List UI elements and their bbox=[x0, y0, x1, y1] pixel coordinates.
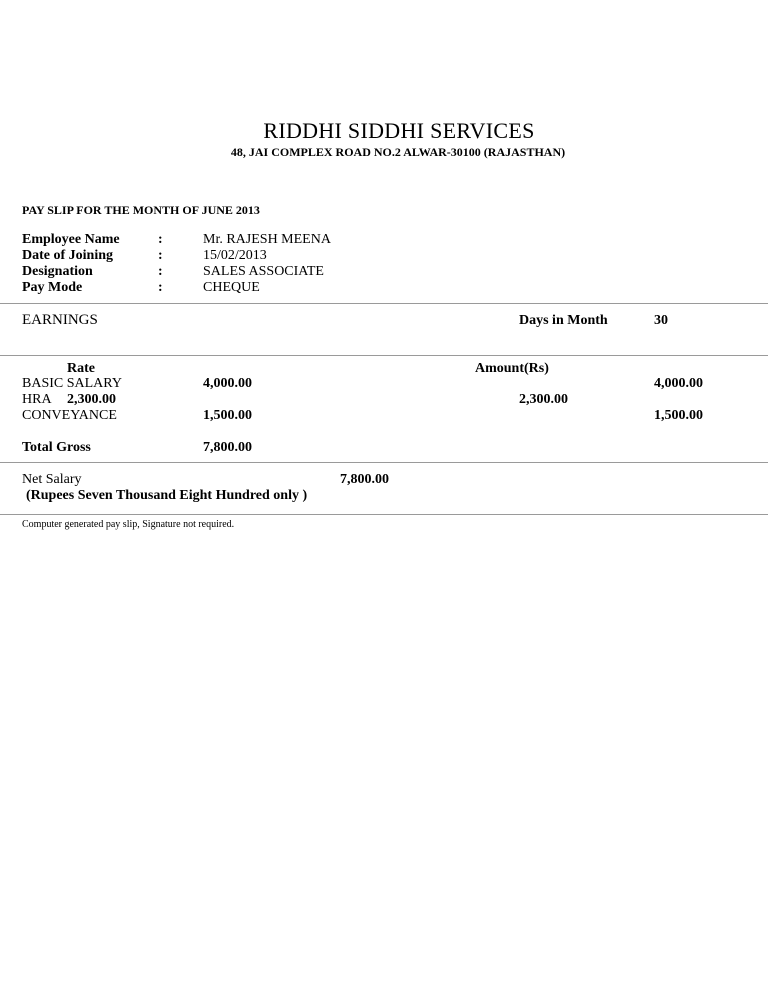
pay-mode-label: Pay Mode bbox=[22, 280, 83, 295]
designation-value: SALES ASSOCIATE bbox=[203, 264, 324, 279]
company-name: RIDDHI SIDDHI SERVICES bbox=[263, 118, 535, 143]
net-salary-value: 7,800.00 bbox=[340, 472, 389, 487]
employee-name-value: Mr. RAJESH MEENA bbox=[203, 232, 331, 247]
divider bbox=[0, 514, 768, 515]
pay-mode-colon: : bbox=[158, 280, 163, 295]
company-address: 48, JAI COMPLEX ROAD NO.2 ALWAR-30100 (RAJASTHAN) bbox=[230, 145, 566, 159]
net-salary-label: Net Salary bbox=[22, 472, 82, 487]
divider bbox=[0, 462, 768, 463]
pay-mode-value: CHEQUE bbox=[203, 280, 260, 295]
conveyance-amount: 1,500.00 bbox=[654, 408, 703, 423]
employee-name-label: Employee Name bbox=[22, 232, 120, 247]
basic-salary-amount: 4,000.00 bbox=[654, 376, 703, 391]
days-in-month-value: 30 bbox=[654, 313, 668, 328]
basic-salary-rate: 4,000.00 bbox=[203, 376, 252, 391]
date-of-joining-value: 15/02/2013 bbox=[203, 248, 267, 263]
total-gross-label: Total Gross bbox=[22, 440, 91, 455]
basic-salary-label: BASIC SALARY bbox=[22, 376, 122, 391]
net-salary-in-words: (Rupees Seven Thousand Eight Hundred only ) bbox=[26, 488, 308, 503]
hra-rate: 2,300.00 bbox=[67, 392, 116, 407]
total-gross-value: 7,800.00 bbox=[203, 440, 252, 455]
date-of-joining-colon: : bbox=[158, 248, 163, 263]
days-in-month-label: Days in Month bbox=[519, 313, 608, 328]
date-of-joining-label: Date of Joining bbox=[22, 248, 113, 263]
payslip-title: PAY SLIP FOR THE MONTH OF JUNE 2013 bbox=[22, 203, 260, 217]
conveyance-label: CONVEYANCE bbox=[22, 408, 117, 423]
hra-amount: 2,300.00 bbox=[519, 392, 568, 407]
divider bbox=[0, 355, 768, 356]
employee-name-colon: : bbox=[158, 232, 163, 247]
amount-column-header: Amount(Rs) bbox=[475, 361, 549, 376]
earnings-header: EARNINGS bbox=[22, 312, 98, 328]
hra-label: HRA bbox=[22, 392, 52, 407]
designation-label: Designation bbox=[22, 264, 93, 279]
footer-note: Computer generated pay slip, Signature not required. bbox=[22, 519, 235, 530]
divider bbox=[0, 303, 768, 304]
conveyance-rate: 1,500.00 bbox=[203, 408, 252, 423]
rate-column-header: Rate bbox=[67, 361, 95, 376]
designation-colon: : bbox=[158, 264, 163, 279]
